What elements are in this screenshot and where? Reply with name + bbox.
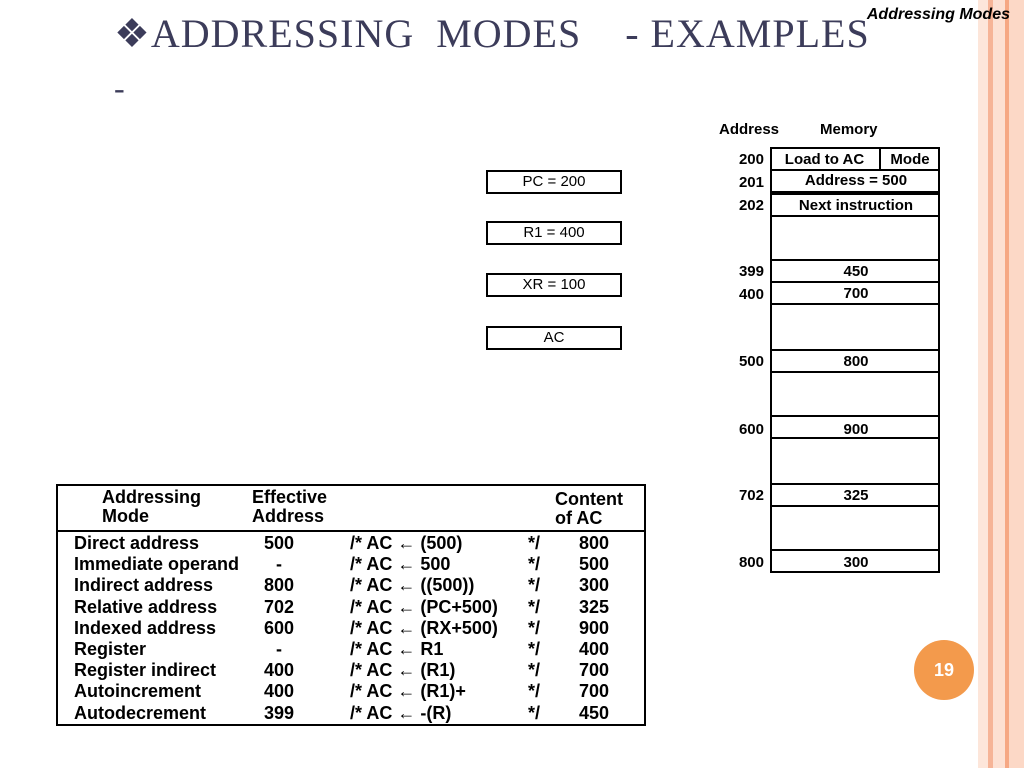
cell-content: 500 <box>579 554 610 575</box>
cell-mode: Indirect address <box>74 575 214 596</box>
cell-effective-address: 399 <box>264 702 295 723</box>
cell-comment-end: */ <box>528 702 541 723</box>
register-xr: XR = 100 <box>486 273 622 297</box>
title-trailer: - <box>114 70 125 106</box>
cell-operation: /* AC ← (R1)+ <box>350 681 466 702</box>
cell-comment-end: */ <box>528 554 541 575</box>
cell-content: 800 <box>579 533 610 553</box>
cell-effective-address: 600 <box>264 617 295 638</box>
cell-effective-address: - <box>276 554 282 575</box>
cell-effective-address: 500 <box>264 533 295 553</box>
cell-content: 450 <box>579 702 610 723</box>
cell-effective-address: 400 <box>264 660 295 681</box>
cell-content: 325 <box>579 596 610 617</box>
header-content: Content of AC <box>555 489 623 528</box>
memory-value: 325 <box>843 487 869 504</box>
memory-gap <box>770 215 940 261</box>
cell-operation: /* AC ← ((500)) <box>350 575 475 596</box>
memory-address: 202 <box>738 197 764 214</box>
header-effective-address: Effective Address <box>252 487 328 526</box>
memory-address: 800 <box>738 554 764 571</box>
page-title <box>114 10 870 57</box>
cell-mode: Autodecrement <box>74 702 207 723</box>
cell-operation: /* AC ← (R1) <box>350 660 456 681</box>
header-tag: Addressing Modes <box>866 6 1010 23</box>
cell-effective-address: - <box>276 639 282 659</box>
memory-value: Next instruction <box>798 197 914 214</box>
cell-mode: Immediate operand <box>74 554 240 575</box>
cell-content: 900 <box>579 617 610 638</box>
memory-value: 900 <box>843 421 869 438</box>
cell-operation: /* AC ← -(R) <box>350 702 452 723</box>
cell-mode: Direct address <box>74 533 200 553</box>
memory-address: 200 <box>738 151 764 168</box>
cell-content: 700 <box>579 660 610 681</box>
memory-memory-header: Memory <box>820 121 878 138</box>
cell-content: 300 <box>579 575 610 596</box>
title-bullet-icon: ❖ <box>114 11 151 56</box>
cell-operation: /* AC ← 500 <box>350 554 451 575</box>
register-r1: R1 = 400 <box>486 221 622 245</box>
memory-address: 600 <box>738 421 764 438</box>
memory-address: 201 <box>738 174 764 191</box>
cell-mode: Register indirect <box>74 660 217 681</box>
memory-address: 399 <box>738 263 764 280</box>
table-divider <box>58 530 644 532</box>
memory-value: Load to AC <box>784 151 865 168</box>
cell-operation: /* AC ← (RX+500) <box>350 617 498 638</box>
cell-operation: /* AC ← (PC+500) <box>350 596 498 617</box>
cell-operation: /* AC ← (500) <box>350 533 463 553</box>
decorative-stripes <box>978 0 1024 768</box>
memory-value: 700 <box>843 285 869 302</box>
cell-mode: Register <box>74 639 147 659</box>
cell-comment-end: */ <box>528 533 541 553</box>
cell-mode: Relative address <box>74 596 218 617</box>
memory-address: 400 <box>738 286 764 303</box>
cell-comment-end: */ <box>528 575 541 596</box>
cell-comment-end: */ <box>528 681 541 702</box>
memory-address: 500 <box>738 353 764 370</box>
cell-comment-end: */ <box>528 639 541 659</box>
cell-comment-end: */ <box>528 596 541 617</box>
cell-comment-end: */ <box>528 617 541 638</box>
cell-content: 400 <box>579 639 610 659</box>
register-pc: PC = 200 <box>486 170 622 194</box>
memory-gap <box>770 505 940 551</box>
memory-gap <box>770 371 940 417</box>
memory-gap <box>770 303 940 351</box>
page-number-badge: 19 <box>914 640 974 700</box>
memory-address-header: Address <box>719 121 780 138</box>
cell-content: 700 <box>579 681 610 702</box>
cell-comment-end: */ <box>528 660 541 681</box>
memory-value: 450 <box>843 263 869 280</box>
memory-value: 300 <box>843 554 869 571</box>
cell-operation: /* AC ← R1 <box>350 639 444 659</box>
cell-mode: Autoincrement <box>74 681 202 702</box>
memory-value: Address = 500 <box>804 172 908 189</box>
cell-mode: Indexed address <box>74 617 217 638</box>
cell-effective-address: 400 <box>264 681 295 702</box>
register-ac: AC <box>486 326 622 350</box>
memory-value: Mode <box>890 151 930 168</box>
memory-value: 800 <box>843 353 869 370</box>
cell-effective-address: 800 <box>264 575 295 596</box>
header-mode: Addressing Mode <box>102 487 202 526</box>
memory-gap <box>770 437 940 485</box>
cell-effective-address: 702 <box>264 596 295 617</box>
memory-address: 702 <box>738 487 764 504</box>
title-text: ADDRESSING MODES - EXAMPLES <box>150 11 870 56</box>
